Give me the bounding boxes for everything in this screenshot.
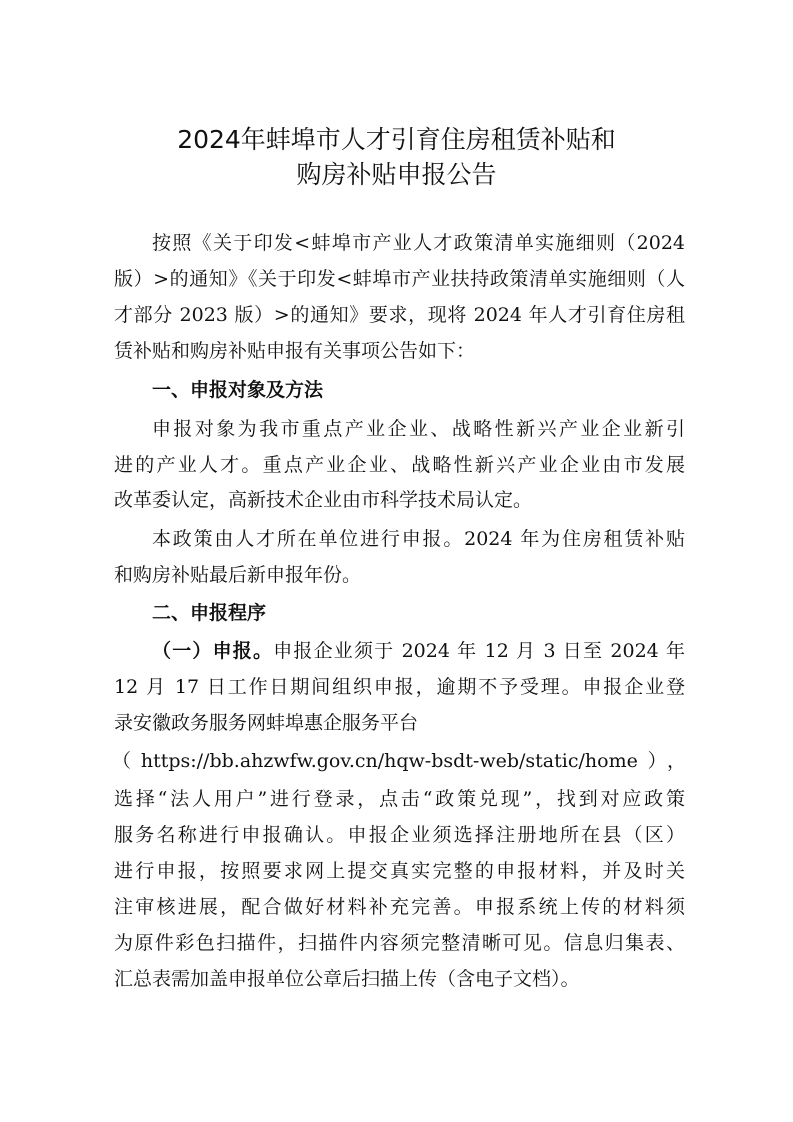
section-1-heading: 一、申报对象及方法 [152, 379, 324, 401]
section-2-line-5: 选择“法人用户”进行登录，点击“政策兑现”，找到对应政策 [114, 788, 685, 810]
intro-line-4: 赁补贴和购房补贴申报有关事项公告如下： [114, 340, 476, 362]
section-2-line-10: 汇总表需加盖申报单位公章后扫描上传（含电子文档）。 [114, 968, 580, 990]
section-1-p1-line-3: 改革委认定，高新技术企业由市科学技术局认定。 [114, 489, 533, 511]
document-title-line-2: 购房补贴申报公告 [296, 160, 497, 189]
section-2-heading: 二、申报程序 [152, 602, 267, 624]
section-2-line-7: 进行申报，按照要求网上提交真实完整的申报材料，并及时关 [114, 860, 685, 882]
section-2-line-8: 注审核进展，配合做好材料补充完善。申报系统上传的材料须 [114, 896, 685, 918]
section-2-line-1 [152, 636, 685, 666]
intro-line-1: 按照《关于印发<蚌埠市产业人才政策清单实施细则（2024 [152, 232, 685, 254]
section-2-line-3: 录安徽政务服务网蚌埠惠企服务平台 [114, 712, 419, 734]
section-2-line-9: 为原件彩色扫描件，扫描件内容须完整清晰可见。信息归集表、 [114, 932, 685, 954]
intro-line-3: 才部分 2023 版）>的通知》要求，现将 2024 年人才引育住房租 [114, 304, 685, 326]
section-1-p2-line-2: 和购房补贴最后新申报年份。 [114, 564, 362, 586]
section-2-line-2: 12 月 17 日工作日期间组织申报，逾期不予受理。申报企业登 [114, 676, 685, 698]
section-2-line-1-text: 申报企业须于 2024 年 12 月 3 日至 2024 年 [273, 640, 685, 662]
document-title-line-1: 2024年蚌埠市人才引育住房租赁补贴和 [177, 125, 616, 154]
section-1-p2-line-1: 本政策由人才所在单位进行申报。2024 年为住房租赁补贴 [152, 528, 685, 550]
section-1-p1-line-1: 申报对象为我市重点产业企业、战略性新兴产业企业新引 [152, 418, 685, 440]
subsection-1-label: （一）申报。 [152, 640, 274, 662]
section-1-p1-line-2: 进的产业人才。重点产业企业、战略性新兴产业企业由市发展 [114, 454, 685, 476]
platform-url: （https://bb.ahzwfw.gov.cn/hqw-bsdt-web/static/home）， [112, 750, 686, 772]
intro-line-2: 版）>的通知》《关于印发<蚌埠市产业扶持政策清单实施细则（人 [114, 268, 685, 290]
section-2-line-6: 服务名称进行申报确认。申报企业须选择注册地所在县（区） [114, 824, 685, 846]
